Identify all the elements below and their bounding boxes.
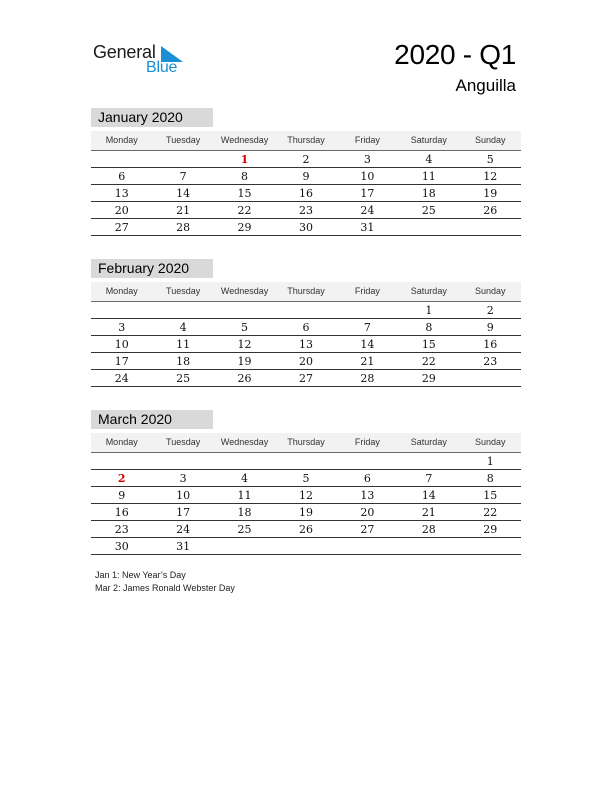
- month-calendar: [91, 108, 521, 236]
- day-cell: 28: [176, 221, 191, 234]
- day-cell: [398, 219, 459, 235]
- weekday-header: Tuesday: [166, 437, 201, 447]
- day-cell: 12: [298, 489, 313, 502]
- day-cell: 20: [298, 355, 313, 368]
- day-cell: 28: [421, 523, 436, 536]
- day-cell: 2: [486, 304, 494, 317]
- weekday-header: Friday: [354, 286, 380, 296]
- day-cell: [398, 453, 459, 469]
- day-cell: [152, 302, 213, 318]
- day-cell: 27: [298, 372, 313, 385]
- week-row: [91, 353, 521, 370]
- week-row: [91, 151, 521, 168]
- day-cell: 10: [176, 489, 191, 502]
- day-cell: [460, 538, 521, 554]
- day-cell: 26: [298, 523, 313, 536]
- weekday-header: Monday: [105, 286, 138, 296]
- day-cell: 11: [421, 170, 436, 183]
- week-row: [91, 319, 521, 336]
- weekday-header: Thursday: [287, 437, 325, 447]
- day-cell: 1: [486, 455, 494, 468]
- weekday-header: Saturday: [410, 437, 447, 447]
- day-cell: 4: [241, 472, 249, 485]
- holiday-notes: [95, 569, 235, 595]
- week-row: [91, 521, 521, 538]
- day-cell: 15: [421, 338, 436, 351]
- day-cell: 16: [114, 506, 129, 519]
- weekday-header: Saturday: [410, 135, 447, 145]
- day-cell: 3: [118, 321, 126, 334]
- holiday-day-cell: 1: [240, 153, 249, 166]
- week-row: [91, 453, 521, 470]
- day-cell: [460, 370, 521, 386]
- day-cell: [460, 219, 521, 235]
- day-cell: 25: [237, 523, 252, 536]
- weekday-header: Thursday: [287, 286, 325, 296]
- day-cell: 9: [486, 321, 494, 334]
- day-cell: [91, 302, 152, 318]
- week-row: [91, 202, 521, 219]
- month-calendar: [91, 259, 521, 387]
- day-cell: 4: [179, 321, 187, 334]
- day-cell: 10: [114, 338, 129, 351]
- holiday-note: Jan 1: New Year’s Day: [95, 570, 186, 580]
- day-cell: [275, 538, 336, 554]
- weekday-header: Friday: [354, 437, 380, 447]
- day-cell: 23: [483, 355, 498, 368]
- day-cell: [337, 453, 398, 469]
- weekday-header: Tuesday: [166, 286, 201, 296]
- day-cell: [275, 302, 336, 318]
- week-row: [91, 538, 521, 555]
- day-cell: 11: [176, 338, 191, 351]
- day-cell: 7: [179, 170, 187, 183]
- logo: [93, 40, 193, 80]
- weekday-header: Sunday: [474, 135, 506, 145]
- day-cell: 29: [421, 372, 436, 385]
- day-cell: [214, 302, 275, 318]
- day-cell: [91, 151, 152, 167]
- day-cell: 9: [118, 489, 126, 502]
- day-cell: 22: [421, 355, 436, 368]
- weekday-header: Tuesday: [166, 135, 201, 145]
- day-cell: 15: [483, 489, 498, 502]
- day-cell: 3: [179, 472, 187, 485]
- weekday-header: Sunday: [474, 437, 506, 447]
- day-cell: 29: [483, 523, 498, 536]
- day-cell: 17: [114, 355, 129, 368]
- day-cell: 22: [237, 204, 252, 217]
- week-row: [91, 185, 521, 202]
- week-row: [91, 470, 521, 487]
- day-cell: 24: [176, 523, 191, 536]
- day-cell: 3: [363, 153, 371, 166]
- day-cell: 11: [237, 489, 252, 502]
- day-cell: 5: [486, 153, 494, 166]
- day-cell: 12: [483, 170, 498, 183]
- day-cell: 6: [118, 170, 126, 183]
- day-cell: 5: [302, 472, 310, 485]
- weekday-header: Monday: [105, 135, 138, 145]
- month-title: March 2020: [91, 410, 213, 429]
- day-cell: 13: [298, 338, 313, 351]
- week-row: [91, 219, 521, 236]
- day-cell: [214, 453, 275, 469]
- day-cell: 21: [421, 506, 436, 519]
- day-cell: 7: [363, 321, 371, 334]
- weekday-header: Sunday: [474, 286, 506, 296]
- week-row: [91, 504, 521, 521]
- day-cell: [152, 453, 213, 469]
- day-cell: 21: [360, 355, 375, 368]
- day-cell: 19: [298, 506, 313, 519]
- day-cell: 20: [114, 204, 129, 217]
- weekday-header: Monday: [105, 437, 138, 447]
- day-cell: 8: [425, 321, 433, 334]
- week-row: [91, 302, 521, 319]
- day-cell: 14: [421, 489, 436, 502]
- logo-text-general: General: [93, 42, 156, 62]
- day-cell: 8: [241, 170, 249, 183]
- day-cell: 23: [298, 204, 313, 217]
- day-cell: [398, 538, 459, 554]
- day-cell: [275, 453, 336, 469]
- weekday-header: Wednesday: [220, 135, 269, 145]
- day-cell: 6: [302, 321, 310, 334]
- day-cell: 18: [176, 355, 191, 368]
- weekday-header-row: [91, 282, 521, 302]
- day-cell: 21: [176, 204, 191, 217]
- day-cell: 6: [363, 472, 371, 485]
- day-cell: 29: [237, 221, 252, 234]
- day-cell: 18: [237, 506, 252, 519]
- day-cell: [91, 453, 152, 469]
- day-cell: [337, 302, 398, 318]
- day-cell: 31: [176, 540, 191, 553]
- day-cell: 20: [360, 506, 375, 519]
- day-cell: [337, 538, 398, 554]
- day-cell: 14: [176, 187, 191, 200]
- holiday-day-cell: 2: [117, 472, 126, 485]
- day-cell: 31: [360, 221, 375, 234]
- day-cell: 15: [237, 187, 252, 200]
- weekday-header-row: [91, 131, 521, 151]
- day-cell: 25: [421, 204, 436, 217]
- day-cell: 17: [360, 187, 375, 200]
- day-cell: 19: [483, 187, 498, 200]
- day-cell: 16: [298, 187, 313, 200]
- day-cell: 30: [114, 540, 129, 553]
- day-cell: 18: [421, 187, 436, 200]
- day-cell: 28: [360, 372, 375, 385]
- month-calendar: [91, 410, 521, 555]
- month-title: February 2020: [91, 259, 213, 278]
- day-cell: 17: [176, 506, 191, 519]
- day-cell: 27: [114, 221, 129, 234]
- day-cell: [214, 538, 275, 554]
- day-cell: 13: [114, 187, 129, 200]
- weekday-header: Saturday: [410, 286, 447, 296]
- day-cell: 26: [237, 372, 252, 385]
- day-cell: 8: [486, 472, 494, 485]
- weekday-header: Wednesday: [220, 437, 269, 447]
- weekday-header: Thursday: [287, 135, 325, 145]
- month-title: January 2020: [91, 108, 213, 127]
- day-cell: 26: [483, 204, 498, 217]
- day-cell: 19: [237, 355, 252, 368]
- holiday-note: Mar 2: James Ronald Webster Day: [95, 583, 235, 593]
- logo-text-blue: Blue: [146, 59, 178, 76]
- day-cell: 10: [360, 170, 375, 183]
- week-row: [91, 370, 521, 387]
- day-cell: 4: [425, 153, 433, 166]
- day-cell: 27: [360, 523, 375, 536]
- day-cell: [152, 151, 213, 167]
- day-cell: 7: [425, 472, 433, 485]
- week-row: [91, 168, 521, 185]
- day-cell: 1: [425, 304, 433, 317]
- day-cell: 9: [302, 170, 310, 183]
- day-cell: 16: [483, 338, 498, 351]
- day-cell: 2: [302, 153, 310, 166]
- day-cell: 23: [114, 523, 129, 536]
- day-cell: 24: [114, 372, 129, 385]
- weekday-header-row: [91, 433, 521, 453]
- day-cell: 24: [360, 204, 375, 217]
- weekday-header: Wednesday: [220, 286, 269, 296]
- day-cell: 12: [237, 338, 252, 351]
- day-cell: 13: [360, 489, 375, 502]
- weekday-header: Friday: [354, 135, 380, 145]
- day-cell: 14: [360, 338, 375, 351]
- page-title: 2020 - Q1: [394, 39, 516, 70]
- day-cell: 5: [241, 321, 249, 334]
- week-row: [91, 487, 521, 504]
- week-row: [91, 336, 521, 353]
- day-cell: 25: [176, 372, 191, 385]
- day-cell: 22: [483, 506, 498, 519]
- day-cell: 30: [298, 221, 313, 234]
- country-name: Anguilla: [455, 76, 516, 95]
